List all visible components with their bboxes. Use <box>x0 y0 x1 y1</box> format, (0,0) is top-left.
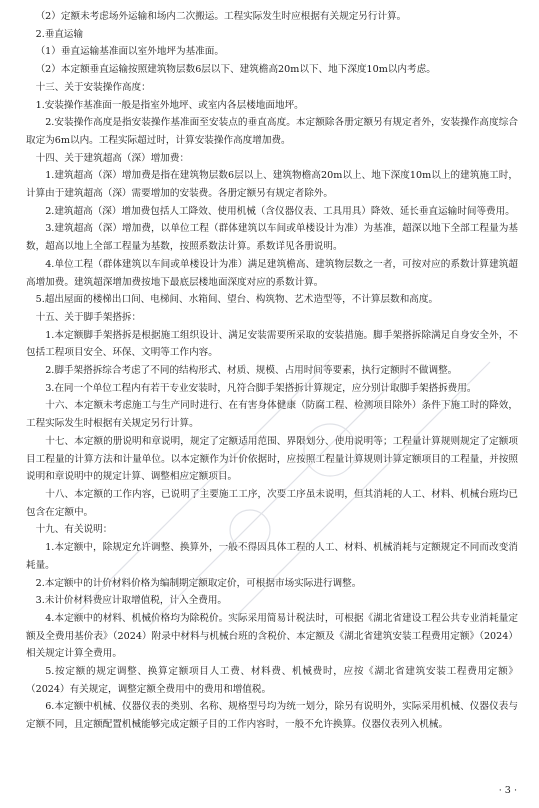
paragraph: 十九、有关说明： <box>35 524 113 536</box>
paragraph: 十七、本定额的册说明和章说明，规定了定额适用范围、界限划分、使用说明等；工程量计算规则规定了定额项目工程量的计算方法和计量单位。以本定额作为计价依据时，应按照工程量计算规则计算定额项目的工程量，并按照说明和章说明中的规定计算、调整相应定额项目。 <box>26 435 518 483</box>
paragraph: 2.安装操作高度是指安装操作基准面至安装点的垂直高度。本定额除各册定额另有规定者外，安装操作高度综合取定为6m以内。工程实际超过时，计算安装操作高度增加费。 <box>26 117 518 146</box>
page-number: · 3 · <box>498 785 517 796</box>
paragraph: （1）垂直运输基准面以室外地坪为基准面。 <box>35 46 224 58</box>
paragraph: 十五、关于脚手架搭拆： <box>35 311 142 323</box>
paragraph: 3.建筑超高（深）增加费，以单位工程（群体建筑以车间或单楼设计为准）为基准，超深以地下全部工程量为基数，超高以地上全部工程量为基数，按照系数法计算。系数详见各册说明。 <box>26 223 518 253</box>
paragraph: 4.本定额中的材料、机械价格均为除税价。实际采用简易计税法时，可根据《湖北省建设工程公共专业消耗量定额及全费用基价表》（2024）附录中材料与机械台班的含税价、本定额及《湖北省建筑安装工程费用定额》（2024）相关规定计算全费用。 <box>26 612 518 660</box>
paragraph: 1.本定额中，除规定允许调整、换算外，一般不得因具体工程的人工、材料、机械消耗与定额规定不同而改变消耗量。 <box>26 542 518 571</box>
paragraph: 十八、本定额的工作内容，已说明了主要施工工序，次要工序虽未说明，但其消耗的人工、材料、机械台班均已包含在定额中。 <box>26 488 518 518</box>
paragraph: 2.脚手架搭拆综合考虑了不同的结构形式、材质、规模、占用时间等要素，执行定额时不做调整。 <box>45 365 458 377</box>
paragraph: 5.超出屋面的楼梯出口间、电梯间、水箱间、望台、构筑物、艺术造型等，不计算层数和高度。 <box>35 294 439 306</box>
document-body <box>26 8 518 734</box>
paragraph: （2）本定额垂直运输按照建筑物层数6层以下、建筑檐高20m以下、地下深度10m以内考虑。 <box>35 64 436 76</box>
paragraph: 3.在同一个单位工程内有若干专业安装时，凡符合脚手架搭拆计算规定，应分别计取脚手架搭拆费用。 <box>45 382 477 394</box>
paragraph: 6.本定额中机械、仪器仪表的类别、名称、规格型号均为统一划分，除另有说明外，实际采用机械、仪器仪表与定额不同，且定额配置机械能够完成定额子目的工作内容时，一般不允许换算。仪器仪表列入机械。 <box>26 701 518 731</box>
paragraph: 1.安装操作基准面一般是指室外地坪、或室内各层楼地面地坪。 <box>35 99 304 111</box>
paragraph: （2）定额未考虑场外运输和场内二次搬运。工程实际发生时应根据有关规定另行计算。 <box>35 11 407 22</box>
paragraph: 十四、关于建筑超高（深）增加费： <box>35 152 190 164</box>
paragraph: 1.建筑超高（深）增加费是指在建筑物层数6层以上、建筑物檐高20m以上、地下深度10m以上的建筑施工时，计算由于建筑超高（深）需要增加的安装费。各册定额另有规定者除外。 <box>26 170 518 200</box>
paragraph: 2.建筑超高（深）增加费包括人工降效、使用机械（含仪器仪表、工具用具）降效、延长垂直运输时间等费用。 <box>45 205 515 217</box>
paragraph: 1.本定额脚手架搭拆是根据施工组织设计、满足安装需要所采取的安装措施。脚手架搭拆除满足自身安全外，不包括工程项目安全、环保、文明等工作内容。 <box>26 329 518 359</box>
paragraph: 2.垂直运输 <box>35 28 84 40</box>
paragraph: 2.本定额中的计价材料价格为编制期定额取定价，可根据市场实际进行调整。 <box>35 577 362 589</box>
paragraph: 3.未计价材料费应计取增值税，计入全费用。 <box>35 595 228 607</box>
paragraph: 4.单位工程（群体建筑以车间或单楼设计为准）满足建筑檐高、建筑物层数之一者，可按对应的系数计算建筑超高增加费。建筑超深增加费按地下最底层楼地面深度对应的系数计算。 <box>26 258 518 288</box>
paragraph: 十三、关于安装操作高度： <box>35 81 151 93</box>
paragraph: 5.按定额的规定调整、换算定额项目人工费、材料费、机械费时，应按《湖北省建筑安装工程费用定额》（2024）有关规定，调整定额全费用中的费用和增值税。 <box>26 666 518 695</box>
paragraph: 十六、本定额未考虑施工与生产同时进行、在有害身体健康（防腐工程、检测项目除外）条件下施工时的降效，工程实际发生时根据有关规定另行计算。 <box>26 400 518 430</box>
